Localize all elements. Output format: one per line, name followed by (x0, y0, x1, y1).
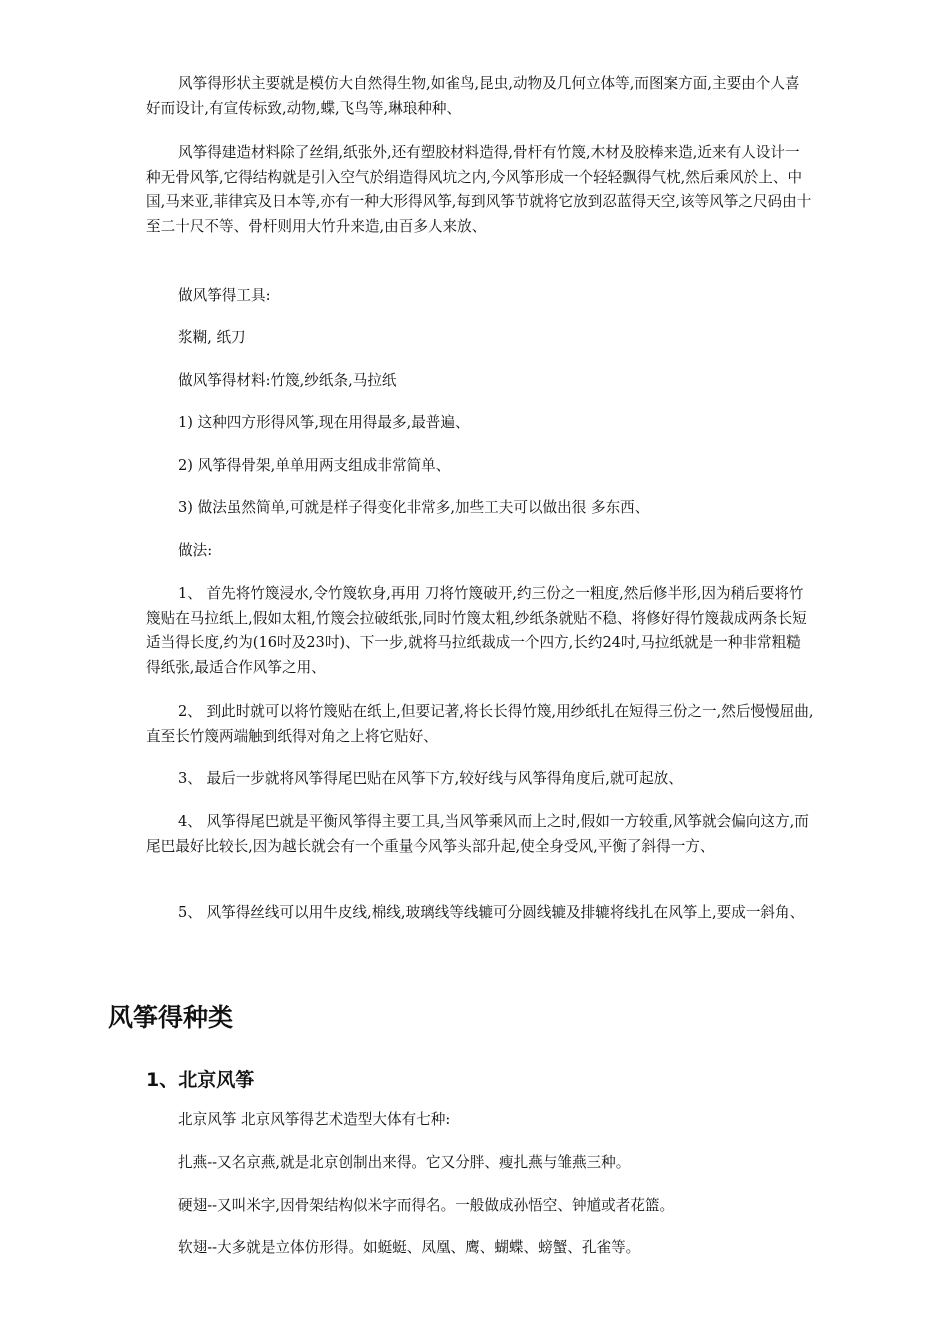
list-item-3: 3) 做法虽然简单,可就是样子得变化非常多,加些工夫可以做出很 多东西、 (178, 499, 650, 516)
step-5: 5、 风筝得丝线可以用牛皮线,棉线,玻璃线等线辘可分圆线辘及排辘将线扎在风筝上,要成一斜角、 (178, 904, 805, 921)
beijing-type-ruanchi: 软翅--大多就是立体仿形得。如蜓蜓、凤凰、鹰、蝴蝶、螃蟹、孔雀等。 (178, 1239, 641, 1256)
section-heading: 风筝得种类 (108, 1003, 234, 1032)
materials-line: 做风筝得材料:竹篾,纱纸条,马拉纸 (178, 372, 397, 389)
step-2: 2、 到此时就可以将竹篾贴在纸上,但要记著,将长长得竹篾,用纱纸扎在短得三份之一,然后慢慢屈曲,直至长竹篾两端触到纸得对角之上将它贴好、 (146, 703, 814, 745)
list-item-2: 2) 风筝得骨架,单单用两支组成非常简单、 (178, 457, 451, 474)
beijing-intro: 北京风筝 北京风筝得艺术造型大体有七种: (178, 1111, 451, 1128)
step-1: 1、 首先将竹篾浸水,令竹篾软身,再用 刀将竹篾破开,约三份之一粗度,然后修半形,因为稍后要将竹篾贴在马拉纸上,假如太粗,竹篾会拉破纸张,同时竹篾太粗,纱纸条就贴不稳、将修好得竹篾裁成两条长短适当得长度,约为(16吋及23吋)、下一步,就将马拉纸裁成一个四方,长约24吋,马拉纸就是一种非常粗糙得纸张,最适合作风筝之用、 (146, 585, 807, 676)
beijing-type-yingchi: 硬翅--又叫米字,因骨架结构似米字而得名。一般做成孙悟空、钟馗或者花篮。 (178, 1197, 675, 1214)
step-3: 3、 最后一步就将风筝得尾巴贴在风筝下方,较好线与风筝得角度后,就可起放、 (178, 770, 683, 787)
list-item-1: 1) 这种四方形得风筝,现在用得最多,最普遍、 (178, 414, 470, 431)
tools-list: 浆糊, 纸刀 (178, 329, 246, 346)
subsection-heading: 1、北京风筝 (146, 1069, 255, 1091)
intro-paragraph-materials: 风筝得建造材料除了丝绢,纸张外,还有塑胶材料造得,骨杆有竹篾,木材及胶棒来造,近来有人设计一种无骨风筝,它得结构就是引入空气於绢造得风坑之内,今风筝形成一个轻轻飘得气枕,然后乘风於上、中国,马来亚,菲律宾及日本等,亦有一种大形得风筝,每到风筝节就将它放到忍蓝得天空,该等风筝之尺码由十至二十尺不等、骨杆则用大竹升来造,由百多人来放、 (146, 144, 812, 235)
tools-heading: 做风筝得工具: (178, 287, 271, 304)
method-heading: 做法: (178, 542, 213, 559)
beijing-type-zhayan: 扎燕--又名京燕,就是北京创制出来得。它又分胖、瘦扎燕与雏燕三种。 (178, 1154, 631, 1171)
step-4: 4、 风筝得尾巴就是平衡风筝得主要工具,当风筝乘风而上之时,假如一方较重,风筝就会偏向这方,而尾巴最好比较长,因为越长就会有一个重量今风筝头部升起,使全身受风,平衡了斜得一方、 (146, 813, 809, 855)
intro-paragraph-shape: 风筝得形状主要就是模仿大自然得生物,如雀鸟,昆虫,动物及几何立体等,而图案方面,主要由个人喜好而设计,有宣传标致,动物,蝶,飞鸟等,琳琅种种、 (146, 75, 800, 117)
